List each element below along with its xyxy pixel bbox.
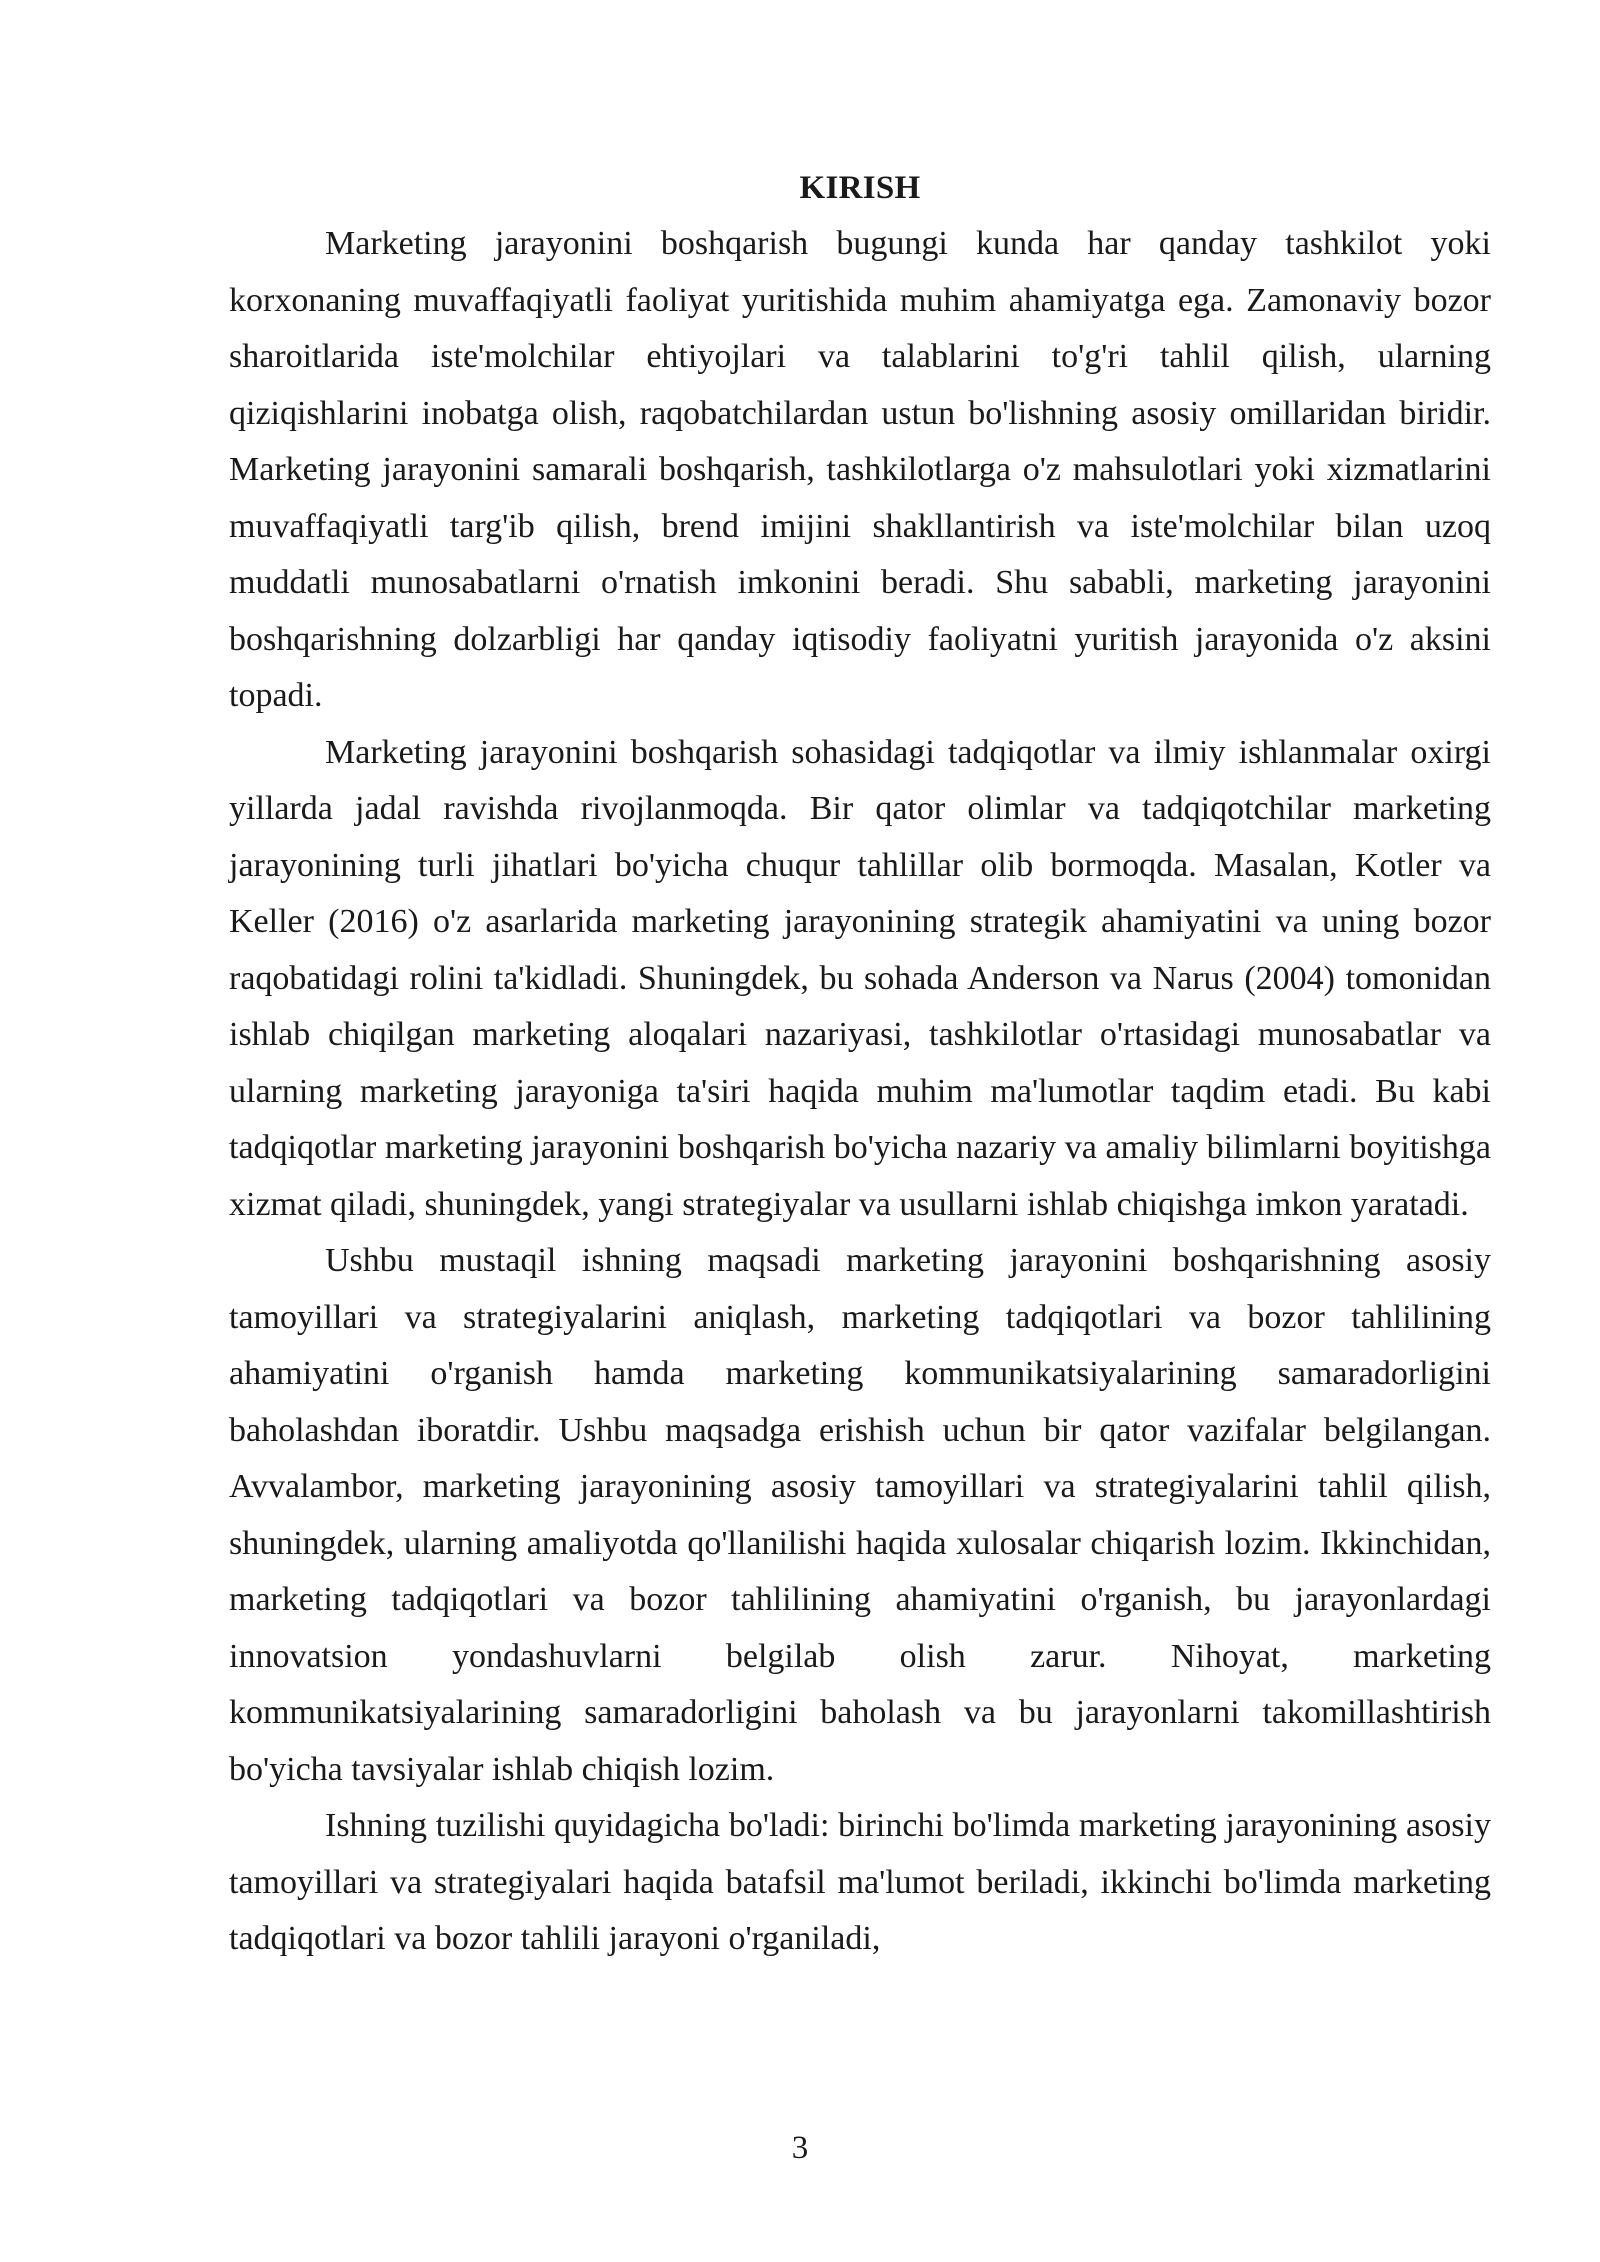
paragraph-1: Marketing jarayonini boshqarish bugungi kunda har qanday tashkilot yoki korxonaning muvaffaqiyatli faoliyat yuritishida muhim ahamiyatga ega. Zamonaviy bozor sharoitlarida iste'molchilar ehtiyojlari va talablarini to'g'ri tahlil qilish, ularning qiziqishlarini inobatga olish, raqobatchilardan ustun bo'lishning asosiy omillaridan biridir. Marketing jarayonini samarali boshqarish, tashkilotlarga o'z mahsulotlari yoki xizmatlarini muvaffaqiyatli targ'ib qilish, brend imijini shakllantirish va iste'molchilar bilan uzoq muddatli munosabatlarni o'rnatish imkonini beradi. Shu sababli, marketing jarayonini boshqarishning dolzarbligi har qanday iqtisodiy faoliyatni yuritish jarayonida o'z aksini topadi.: [229, 225, 1491, 714]
page-number: 3: [791, 2130, 809, 2166]
page-title: KIRISH: [799, 170, 921, 206]
page-content: [229, 160, 1491, 1968]
paragraph-2: Marketing jarayonini boshqarish sohasidagi tadqiqotlar va ilmiy ishlanmalar oxirgi yillarda jadal ravishda rivojlanmoqda. Bir qator olimlar va tadqiqotchilar marketing jarayonining turli jihatlari bo'yicha chuqur tahlillar olib bormoqda. Masalan, Kotler va Keller (2016) o'z asarlarida marketing jarayonining strategik ahamiyatini va uning bozor raqobatidagi rolini ta'kidladi. Shuningdek, bu sohada Anderson va Narus (2004) tomonidan ishlab chiqilgan marketing aloqalari nazariyasi, tashkilotlar o'rtasidagi munosabatlar va ularning marketing jarayoniga ta'siri haqida muhim ma'lumotlar taqdim etadi. Bu kabi tadqiqotlar marketing jarayonini boshqarish bo'yicha nazariy va amaliy bilimlarni boyitishga xizmat qiladi, shuningdek, yangi strategiyalar va usullarni ishlab chiqishga imkon yaratadi.: [229, 733, 1491, 1223]
paragraph-3: Ushbu mustaqil ishning maqsadi marketing jarayonini boshqarishning asosiy tamoyillari va strategiyalarini aniqlash, marketing tadqiqotlari va bozor tahlilining ahamiyatini o'rganish hamda marketing kommunikatsiyalarining samaradorligini baholashdan iboratdir. Ushbu maqsadga erishish uchun bir qator vazifalar belgilangan. Avvalambor, marketing jarayonining asosiy tamoyillari va strategiyalarini tahlil qilish, shuningdek, ularning amaliyotda qo'llanilishi haqida xulosalar chiqarish lozim. Ikkinchidan, marketing tadqiqotlari va bozor tahlilining ahamiyatini o'rganish, bu jarayonlardagi innovatsion yondashuvlarni belgilab olish zarur. Nihoyat, marketing kommunikatsiyalarining samaradorligini baholash va bu jarayonlarni takomillashtirish bo'yicha tavsiyalar ishlab chiqish lozim.: [229, 1242, 1491, 1788]
paragraph-4: Ishning tuzilishi quyidagicha bo'ladi: birinchi bo'limda marketing jarayonining asosiy tamoyillari va strategiyalari haqida batafsil ma'lumot beriladi, ikkinchi bo'limda marketing tadqiqotlari va bozor tahlili jarayoni o'rganiladi,: [229, 1807, 1491, 1957]
